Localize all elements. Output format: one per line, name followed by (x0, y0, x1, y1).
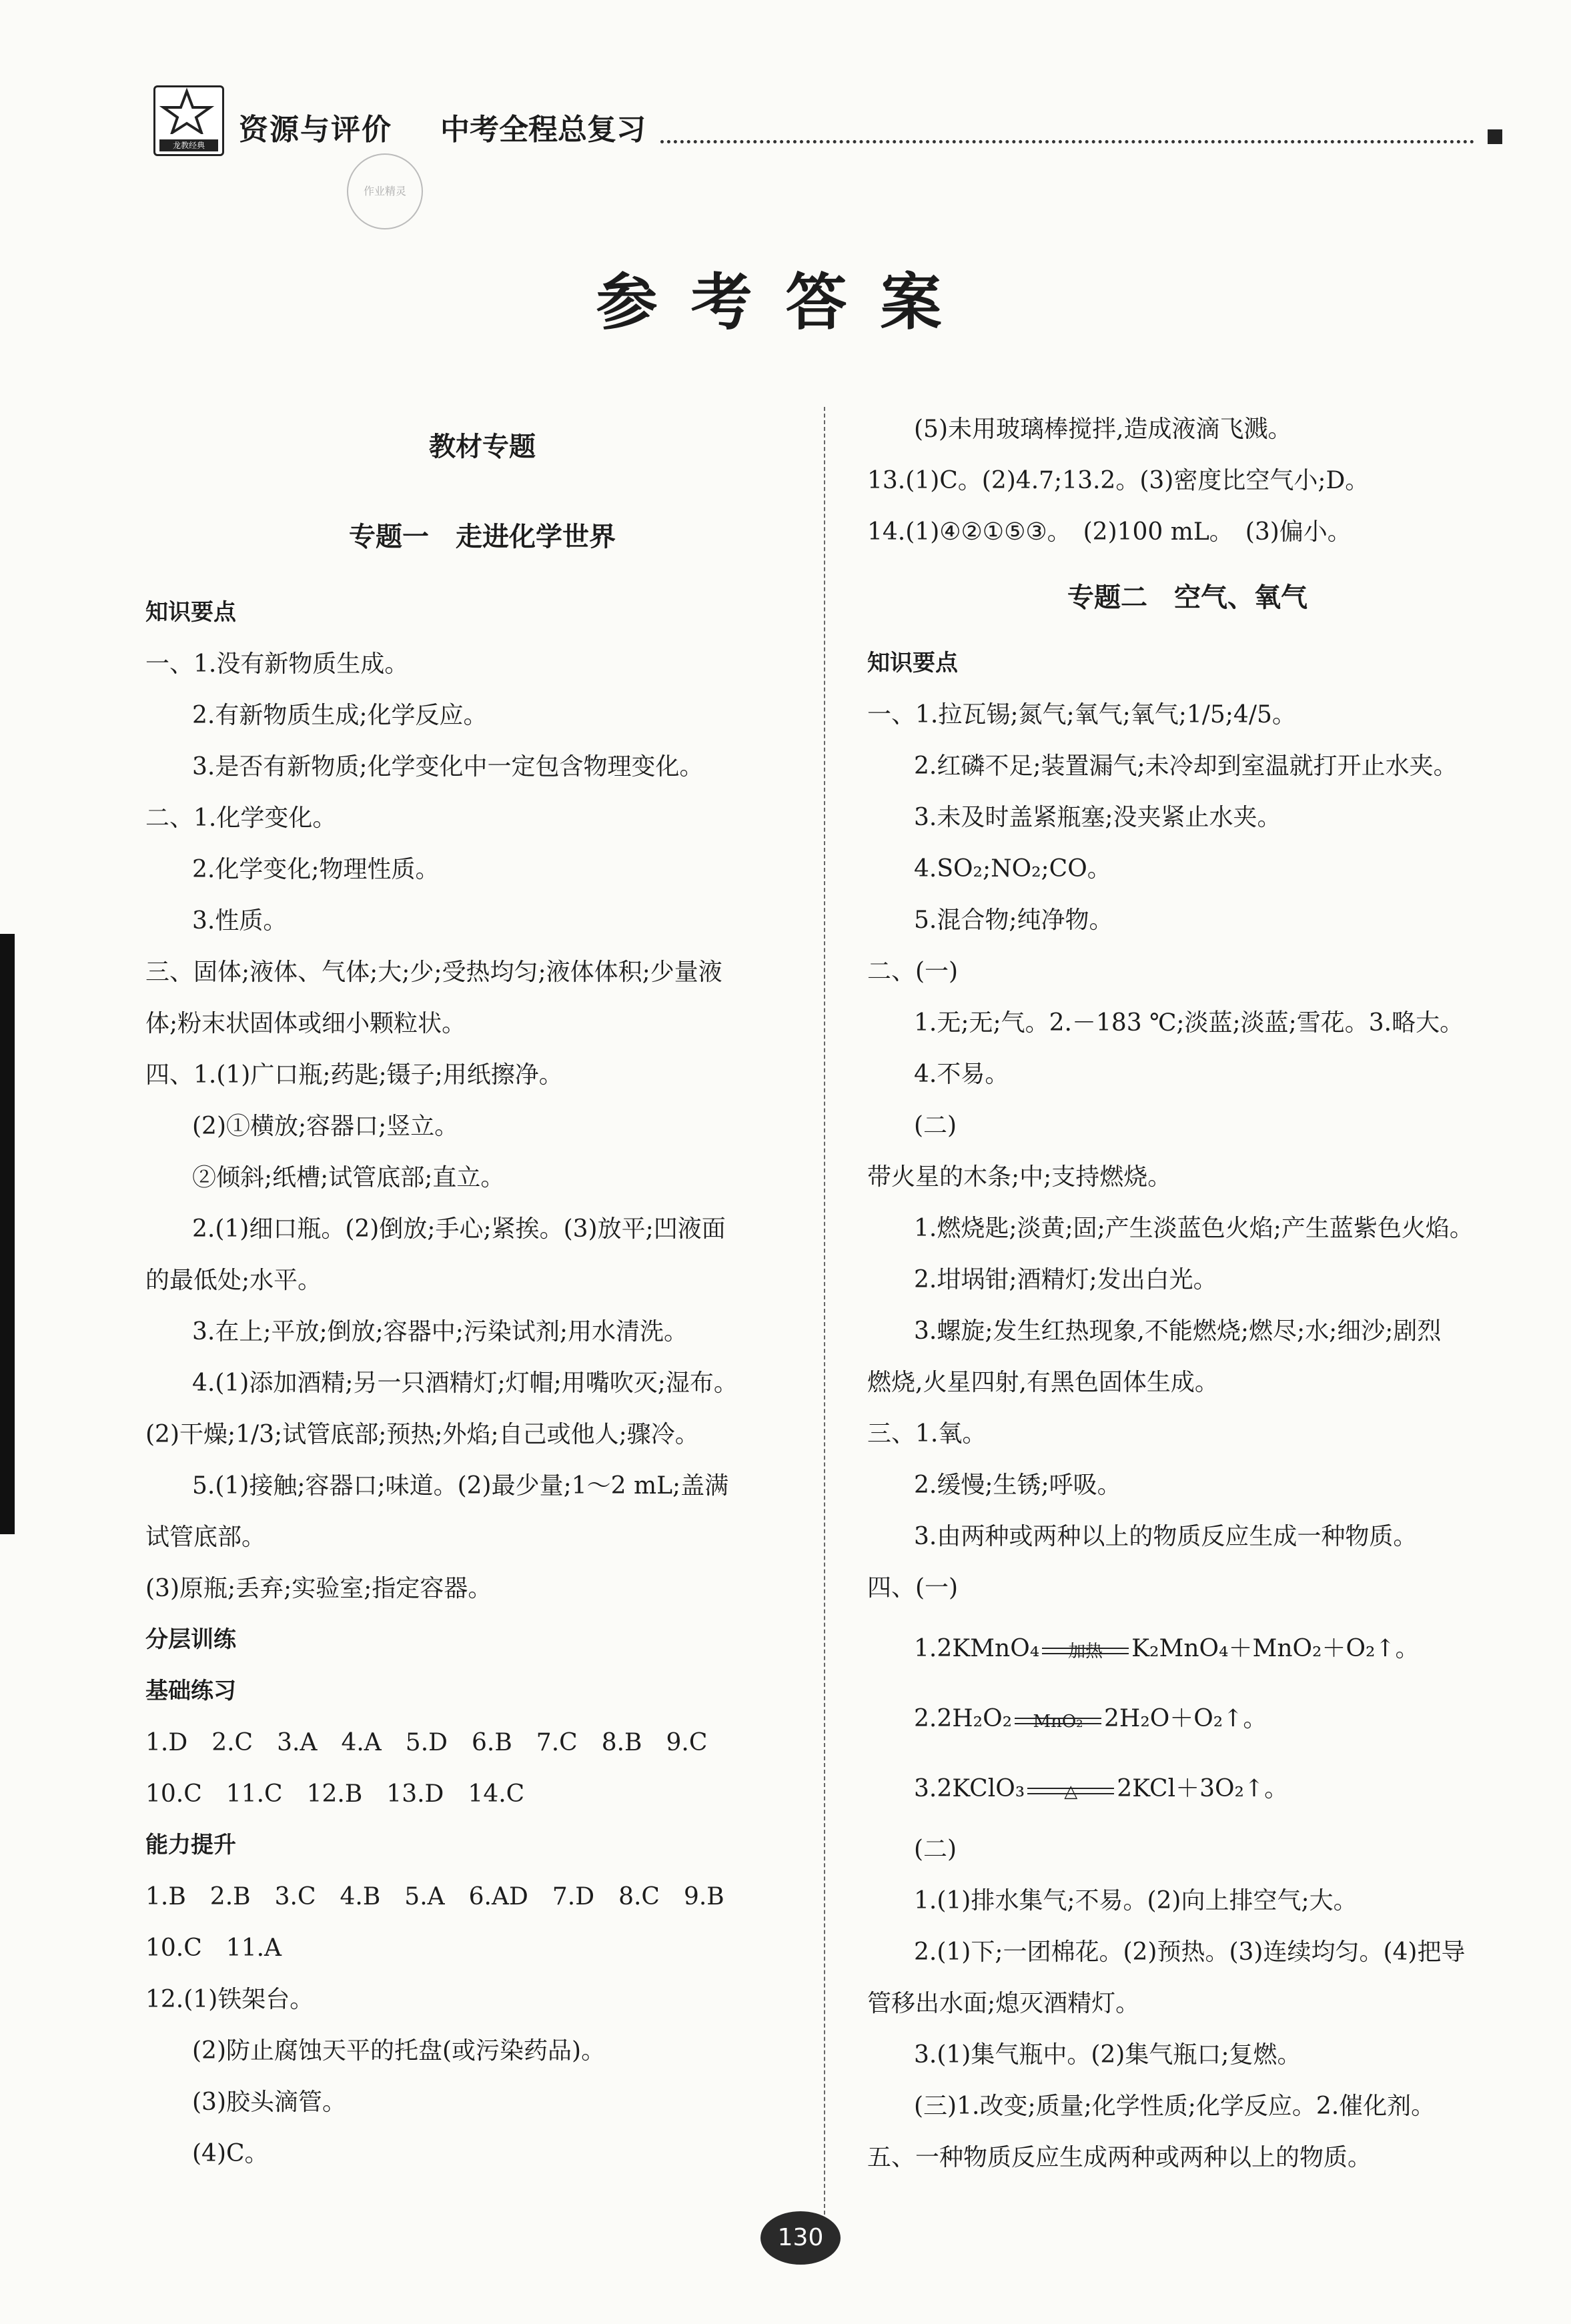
answer-line: 10.C 11.A (145, 1934, 282, 1962)
answer-line: 五、一种物质反应生成两种或两种以上的物质。 (867, 2144, 1372, 2171)
page-number: 130 (760, 2211, 841, 2265)
answer-line: (2)①横放;容器口;竖立。 (192, 1113, 459, 1140)
answer-line: 3.是否有新物质;化学变化中一定包含物理变化。 (192, 753, 704, 780)
reaction-arrow (1042, 1637, 1129, 1664)
answer-line: 13.(1)C。(2)4.7;13.2。(3)密度比空气小;D。 (867, 467, 1370, 494)
equation-line (867, 1684, 1508, 1754)
answer-line: 3.(1)集气瓶中。(2)集气瓶口;复燃。 (914, 2041, 1301, 2069)
page-title: 参考答案 (596, 267, 975, 338)
equation-products: 2H₂O＋O₂↑。 (1104, 1705, 1267, 1732)
reaction-arrow (1027, 1777, 1114, 1804)
answer-line: 四、1.(1)广口瓶;药匙;镊子;用纸擦净。 (145, 1061, 563, 1089)
knowledge-heading: 知识要点 (145, 599, 236, 626)
answer-line: 试管底部。 (145, 1524, 266, 1551)
equation-reactants: 1.2KMnO₄ (914, 1635, 1040, 1662)
knowledge-heading: 知识要点 (867, 650, 958, 676)
page-header (153, 79, 1514, 152)
answer-line: 3.未及时盖紧瓶塞;没夹紧止水夹。 (914, 804, 1281, 831)
logo-caption: 龙教经典 (159, 139, 218, 151)
answer-line: 一、1.没有新物质生成。 (145, 650, 409, 678)
answer-line: 燃烧,火星四射,有黑色固体生成。 (867, 1369, 1219, 1396)
answer-line: 2.化学变化;物理性质。 (192, 856, 440, 883)
watermark-stamp: 作业精灵 (347, 153, 423, 229)
equation-line (867, 1754, 1508, 1824)
left-column (145, 407, 819, 2179)
answer-line: 体;粉末状固体或细小颗粒状。 (145, 1010, 466, 1037)
answer-line: 2.红磷不足;装置漏气;未冷却到室温就打开止水夹。 (914, 752, 1458, 780)
equation-reactants: 2.2H₂O₂ (914, 1705, 1013, 1732)
answer-line: 三、1.氧。 (867, 1420, 987, 1447)
reaction-condition: 加热 (1068, 1642, 1103, 1662)
series-name: 资源与评价 (239, 113, 392, 147)
training-heading: 分层训练 (145, 1626, 236, 1653)
reaction-condition: MnO₂ (1033, 1712, 1083, 1732)
answer-line: 二、1.化学变化。 (145, 804, 337, 832)
answer-line: (2)防止腐蚀天平的托盘(或污染药品)。 (192, 2037, 606, 2065)
answer-line: 1.B 2.B 3.C 4.B 5.A 6.AD 7.D 8.C 9.B (145, 1883, 724, 1910)
reaction-condition: △ (1064, 1782, 1078, 1802)
answer-line: 2.(1)细口瓶。(2)倒放;手心;紧挨。(3)放平;凹液面 (192, 1215, 726, 1243)
star-icon (155, 87, 218, 134)
answer-line: 管移出水面;熄灭酒精灯。 (867, 1990, 1140, 2017)
answer-line: (4)C。 (192, 2140, 269, 2167)
answer-line: (5)未用玻璃棒搅拌,造成液滴飞溅。 (914, 416, 1292, 443)
answer-line: (二) (914, 1112, 957, 1139)
answer-line: 3.螺旋;发生红热现象,不能燃烧;燃尽;水;细沙;剧烈 (914, 1317, 1442, 1345)
answer-line: 的最低处;水平。 (145, 1267, 322, 1294)
section-heading: 教材专题 (429, 432, 536, 462)
answer-line: 4.(1)添加酒精;另一只酒精灯;灯帽;用嘴吹灭;湿布。 (192, 1369, 738, 1397)
answer-line: (3)胶头滴管。 (192, 2089, 346, 2116)
answer-line: (2)干燥;1/3;试管底部;预热;外焰;自己或他人;骤冷。 (145, 1421, 699, 1448)
answer-line: 2.缓慢;生锈;呼吸。 (914, 1472, 1121, 1499)
answer-line: 1.(1)排水集气;不易。(2)向上排空气;大。 (914, 1887, 1358, 1914)
binding-edge (0, 934, 15, 1534)
reaction-arrow (1015, 1707, 1101, 1734)
answer-line: 三、固体;液体、气体;大;少;受热均匀;液体体积;少量液 (145, 959, 722, 986)
answer-line: 4.SO₂;NO₂;CO。 (914, 855, 1111, 883)
header-end-square (1488, 129, 1502, 144)
right-column (867, 404, 1508, 2183)
answer-line: 四、(一) (867, 1574, 959, 1602)
answer-line: 一、1.拉瓦锡;氮气;氧气;氧气;1/5;4/5。 (867, 701, 1296, 728)
basic-heading: 基础练习 (145, 1678, 236, 1704)
equation-line (867, 1614, 1508, 1684)
column-divider (824, 407, 825, 2221)
topic-heading: 专题二 空气、氧气 (1067, 582, 1307, 613)
equation-products: K₂MnO₄＋MnO₂＋O₂↑。 (1131, 1635, 1420, 1662)
equation-reactants: 3.2KClO₃ (914, 1775, 1025, 1802)
topic-heading: 专题一 走进化学世界 (349, 522, 616, 552)
ability-heading: 能力提升 (145, 1832, 236, 1858)
answer-line: 3.由两种或两种以上的物质反应生成一种物质。 (914, 1523, 1418, 1550)
answer-line: 4.不易。 (914, 1061, 1009, 1088)
answer-line: 12.(1)铁架台。 (145, 1986, 314, 2013)
answer-line: 1.燃烧匙;淡黄;固;产生淡蓝色火焰;产生蓝紫色火焰。 (914, 1215, 1474, 1242)
answer-line: 2.(1)下;一团棉花。(2)预热。(3)连续均匀。(4)把导 (914, 1938, 1466, 1966)
answer-line: 3.性质。 (192, 907, 288, 935)
header-dotted-rule (660, 140, 1474, 143)
book-subtitle: 中考全程总复习 (440, 113, 646, 147)
answer-line: (三)1.改变;质量;化学性质;化学反应。2.催化剂。 (914, 2093, 1436, 2120)
answer-line: 14.(1)④②①⑤③。 (2)100 mL。 (3)偏小。 (867, 518, 1352, 546)
answer-line: 1.D 2.C 3.A 4.A 5.D 6.B 7.C 8.B 9.C (145, 1729, 708, 1756)
answer-line: 10.C 11.C 12.B 13.D 14.C (145, 1780, 525, 1808)
answer-line: 二、(一) (867, 958, 959, 985)
answer-line: 5.(1)接触;容器口;味道。(2)最少量;1～2 mL;盖满 (192, 1472, 729, 1500)
answer-line: 1.无;无;气。2.－183 ℃;淡蓝;淡蓝;雪花。3.略大。 (914, 1009, 1464, 1037)
answer-line: ②倾斜;纸槽;试管底部;直立。 (192, 1164, 505, 1191)
answer-line: 3.在上;平放;倒放;容器中;污染试剂;用水清洗。 (192, 1318, 688, 1345)
equation-products: 2KCl＋3O₂↑。 (1117, 1775, 1289, 1802)
answer-line: (3)原瓶;丢弃;实验室;指定容器。 (145, 1575, 492, 1602)
answer-line: 2.有新物质生成;化学反应。 (192, 702, 488, 729)
answer-line: (二) (914, 1836, 957, 1863)
answer-line: 2.坩埚钳;酒精灯;发出白光。 (914, 1266, 1217, 1293)
answer-line: 5.混合物;纯净物。 (914, 907, 1113, 934)
publisher-logo (153, 85, 224, 156)
answer-line: 带火星的木条;中;支持燃烧。 (867, 1163, 1172, 1191)
